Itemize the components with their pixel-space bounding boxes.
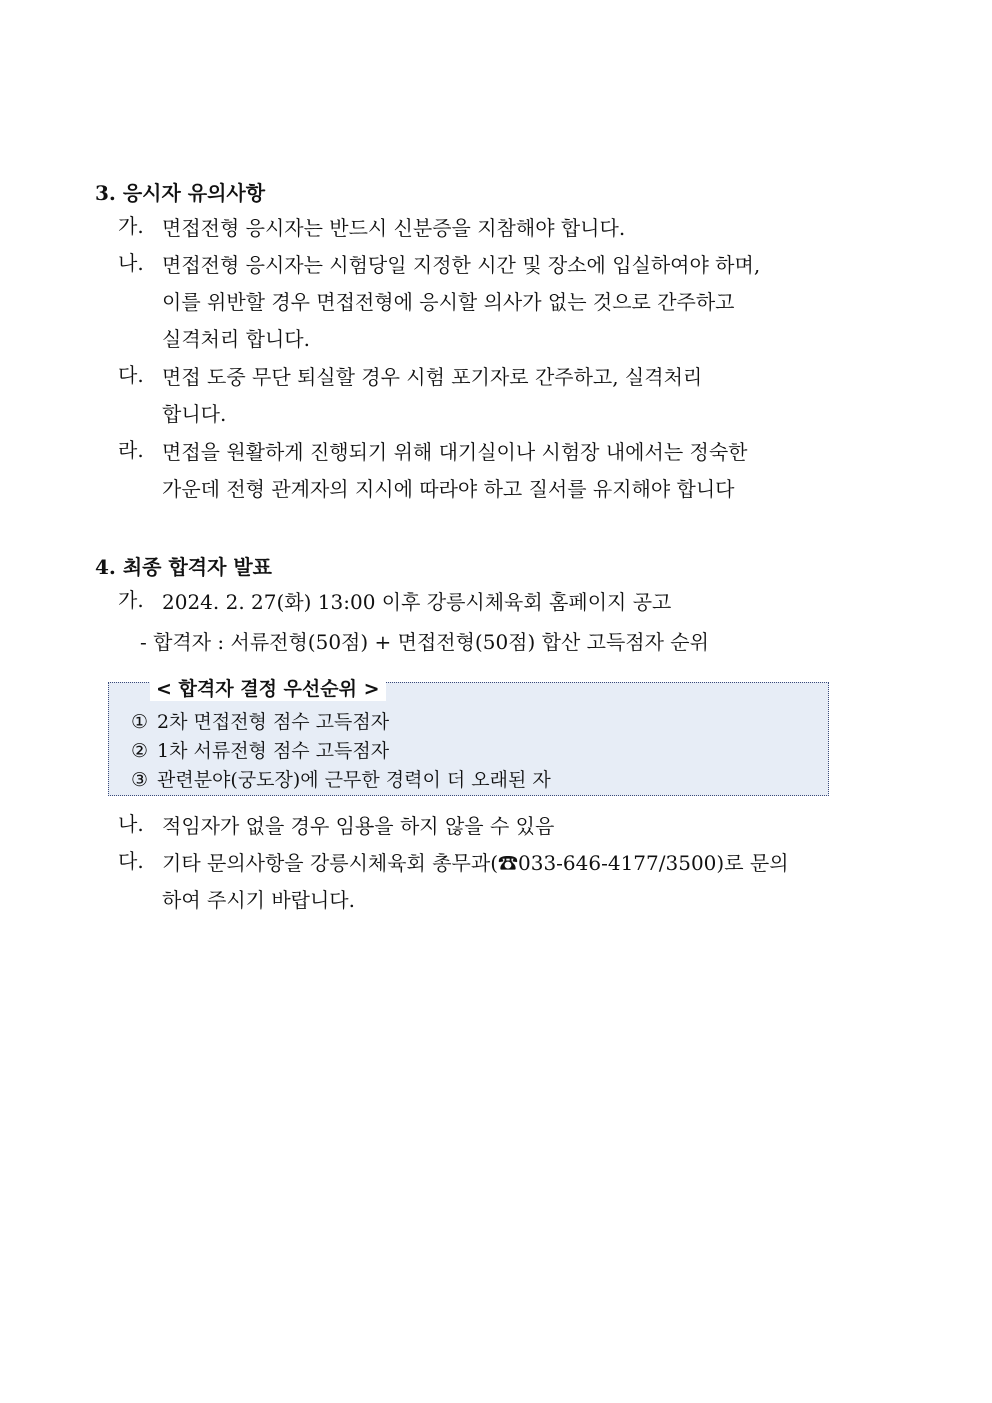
priority-number: ③ bbox=[131, 769, 149, 791]
item-mark: 나. bbox=[118, 251, 144, 275]
pass-criteria-line: - 합격자 : 서류전형(50점) + 면접전형(50점) 합산 고득점자 순위 bbox=[140, 630, 709, 654]
notice-item-da bbox=[118, 359, 896, 433]
section-4-title: 4. 최종 합격자 발표 bbox=[95, 555, 273, 579]
notice-item-na bbox=[118, 247, 896, 358]
item-line: 면접을 원활하게 진행되기 위해 대기실이나 시험장 내에서는 정숙한 bbox=[162, 440, 748, 464]
item-line: 합니다. bbox=[162, 402, 227, 426]
item-mark: 다. bbox=[118, 363, 144, 387]
item-mark: 나. bbox=[118, 812, 144, 836]
priority-item bbox=[131, 736, 389, 763]
item-mark: 라. bbox=[118, 438, 144, 462]
item-line: 기타 문의사항을 강릉시체육회 총무과(☎033-646-4177/3500)로 문의 bbox=[162, 851, 789, 875]
item-mark: 가. bbox=[118, 214, 144, 238]
priority-box-title: < 합격자 결정 우선순위 > bbox=[150, 674, 386, 701]
item-line: 2024. 2. 27(화) 13:00 이후 강릉시체육회 홈페이지 공고 bbox=[162, 590, 672, 614]
item-line: 면접전형 응시자는 시험당일 지정한 시간 및 장소에 입실하여야 하며, bbox=[162, 253, 761, 277]
notice-item-ga bbox=[118, 210, 896, 247]
priority-item bbox=[131, 707, 389, 734]
announce-item-da bbox=[118, 845, 896, 919]
section-3-title: 3. 응시자 유의사항 bbox=[95, 181, 266, 205]
priority-text: 관련분야(궁도장)에 근무한 경력이 더 오래된 자 bbox=[157, 769, 551, 791]
announce-item-ga bbox=[118, 584, 896, 621]
item-mark: 다. bbox=[118, 849, 144, 873]
item-line: 면접 도중 무단 퇴실할 경우 시험 포기자로 간주하고, 실격처리 bbox=[162, 365, 703, 389]
item-line: 가운데 전형 관계자의 지시에 따라야 하고 질서를 유지해야 합니다 bbox=[162, 477, 735, 501]
item-line: 실격처리 합니다. bbox=[162, 327, 310, 351]
priority-number: ② bbox=[131, 740, 149, 762]
priority-text: 2차 면접전형 점수 고득점자 bbox=[157, 711, 390, 733]
announce-item-na bbox=[118, 808, 896, 845]
notice-item-ra bbox=[118, 434, 896, 508]
item-line: 이를 위반할 경우 면접전형에 응시할 의사가 없는 것으로 간주하고 bbox=[162, 290, 735, 314]
item-line: 면접전형 응시자는 반드시 신분증을 지참해야 합니다. bbox=[162, 216, 626, 240]
item-line: 하여 주시기 바랍니다. bbox=[162, 888, 355, 912]
priority-number: ① bbox=[131, 711, 149, 733]
item-line: 적임자가 없을 경우 임용을 하지 않을 수 있음 bbox=[162, 814, 555, 838]
priority-text: 1차 서류전형 점수 고득점자 bbox=[157, 740, 390, 762]
item-mark: 가. bbox=[118, 588, 144, 612]
priority-item bbox=[131, 765, 551, 792]
